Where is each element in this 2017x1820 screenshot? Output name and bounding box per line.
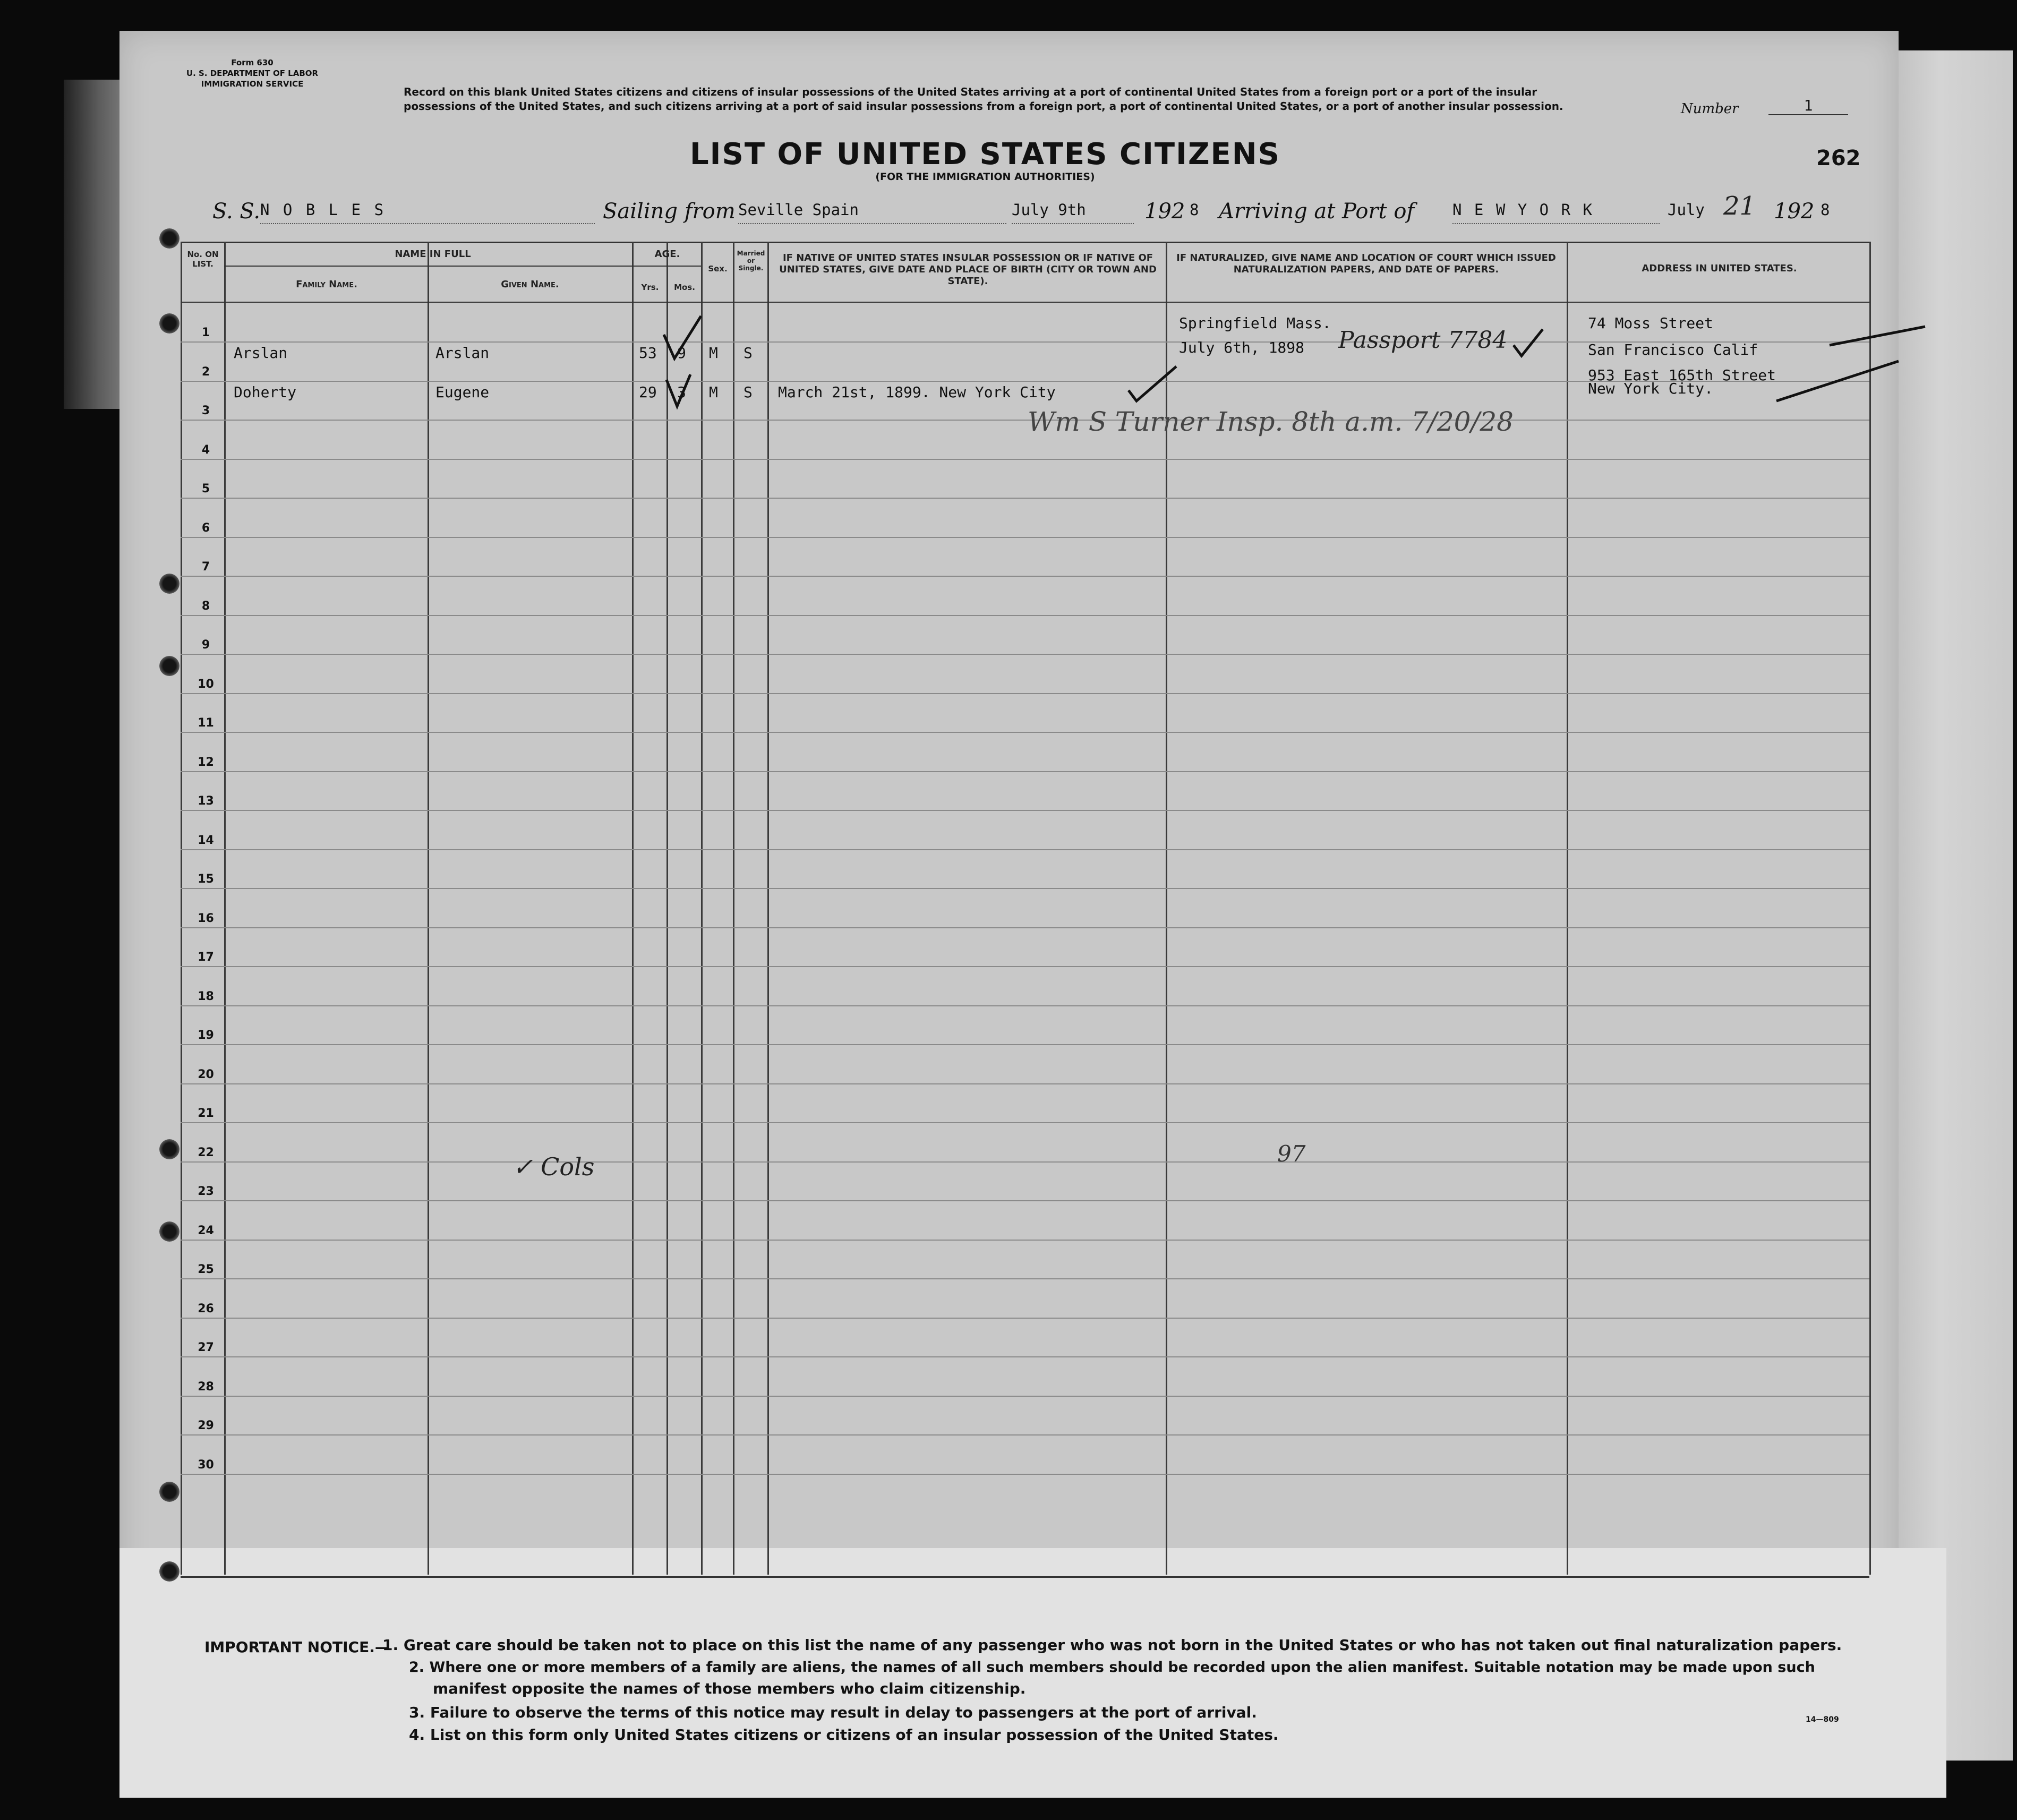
row-number: 8 [201,599,210,613]
arrival-year: 8 [1821,201,1830,219]
sailing-year-prefix: 192 [1144,199,1185,224]
row-number: 7 [201,560,210,574]
row-number: 23 [198,1185,214,1198]
service-name: IMMIGRATION SERVICE [201,79,304,89]
row-number: 15 [198,873,214,886]
stamp-number: 97 [1277,1141,1306,1167]
row1-given-name: Arslan [435,344,490,362]
row-number: 24 [198,1224,214,1237]
row-number: 21 [198,1107,214,1120]
row-number: 16 [198,911,214,925]
col-header-age: AGE. [654,249,680,260]
binder-hole [159,1221,180,1242]
sailing-year: 8 [1190,201,1199,219]
row-number: 28 [198,1380,214,1394]
binder-hole [159,1482,180,1502]
row1-address-line1: 74 Moss Street [1588,314,1714,332]
row2-address-line2: New York City. [1588,380,1714,397]
row1-court: Springfield Mass. [1179,314,1331,332]
notice-item-3: 3. Failure to observe the terms of this notice may result in delay to passengers at the port of arrival. [409,1704,1257,1721]
col-header-yrs: Yrs. [641,283,659,292]
row-number: 4 [201,443,210,457]
row-number: 29 [198,1419,214,1432]
row-number: 9 [201,638,210,652]
row-number: 30 [198,1458,214,1472]
instructions-text: Record on this blank United States citizens and citizens of insular possessions of the United States arriving at a port of continental United States from a foreign port or a port of the insular possessions of the United States, and such citizens arriving at a port of said insular possessions from a foreign port, a port of continental United States, or a port of another insular possession. [404,86,1563,113]
page-subtitle: (FOR THE IMMIGRATION AUTHORITIES) [875,171,1095,183]
col-header-sex: Sex. [708,264,728,274]
col-header-name: NAME IN FULL [395,249,471,260]
form-number: Form 630 [231,58,274,67]
row-number: 5 [201,482,210,495]
arrival-year-prefix: 192 [1774,199,1815,224]
col-header-no: No. ON LIST. [187,250,219,269]
binder-hole [159,313,180,334]
row-number: 22 [198,1146,214,1159]
binder-hole [159,1561,180,1582]
check-mark [1514,329,1543,356]
row-number: 27 [198,1341,214,1354]
arriving-label: Arriving at Port of [1219,199,1415,224]
row-number: 1 [201,326,210,339]
row2-family-name: Doherty [234,383,297,401]
row2-given-name: Eugene [435,383,490,401]
row2-address-line1: 953 East 165th Street [1588,366,1776,384]
row1-address-line2: San Francisco Calif [1588,341,1758,358]
notice-item-2-cont: manifest opposite the names of those members who claim citizenship. [433,1680,1026,1697]
ship-name: N O B L E S [260,201,595,224]
inspector-note: Wm S Turner Insp. 8th a.m. 7/20/28 [1028,406,1514,437]
form-code: 14—809 [1806,1715,1839,1724]
row2-birth: March 21st, 1899. New York City [778,383,1056,401]
number-value: 1 [1768,97,1848,115]
binder-hole [159,574,180,594]
sailing-from: Seville Spain [738,201,1006,224]
check-mark [666,374,690,406]
page-title: LIST OF UNITED STATES CITIZENS [690,137,1280,172]
row1-marital: S [743,344,753,362]
row-number: 10 [198,677,214,691]
notice-item-1: 1. Great care should be taken not to place on this list the name of any passenger who was not born in the United States or who has not taken out final naturalization papers. [382,1636,1842,1654]
department-name: U. S. DEPARTMENT OF LABOR [186,69,319,78]
row2-age-months: 3 [677,383,686,401]
row-number: 6 [201,521,210,535]
margin-note: ✓ Cols [512,1152,595,1181]
row-number: 25 [198,1263,214,1276]
notice-heading: IMPORTANT NOTICE.— [204,1638,390,1656]
address-mark [1830,327,1925,345]
row2-age-years: 29 [639,383,657,401]
check-mark [664,316,701,358]
binder-hole [159,656,180,676]
binder-hole [159,228,180,249]
row-number: 18 [198,989,214,1003]
col-header-married: Married or Single. [737,250,765,272]
row1-age-years: 53 [639,344,657,362]
arrival-port: N E W Y O R K [1452,201,1660,224]
row1-age-months: 9 [677,344,686,362]
sailing-label: Sailing from [603,199,736,224]
row1-family-name: Arslan [234,344,288,362]
row1-sex: M [709,344,718,362]
row1-court-date: July 6th, 1898 [1179,339,1305,356]
row-number: 11 [198,716,214,730]
arrival-month: July [1668,201,1705,219]
col-header-birth: IF NATIVE OF UNITED STATES INSULAR POSSESSION OR IF NATIVE OF UNITED STATES, GIVE DATE AND PLACE OF BIRTH (CITY OR TOWN AND STATE). [779,252,1157,287]
row-number: 17 [198,951,214,964]
row-number: 26 [198,1302,214,1315]
row-number: 3 [201,404,210,417]
sailing-date: July 9th [1012,201,1134,224]
row1-passport: Passport 7784 [1338,327,1508,354]
row-number: 19 [198,1029,214,1042]
page-number: 262 [1816,146,1861,170]
col-header-naturalized: IF NATURALIZED, GIVE NAME AND LOCATION OF COURT WHICH ISSUED NATURALIZATION PAPERS, AND DATE OF PAPERS. [1176,252,1556,275]
row-number: 2 [201,365,210,379]
col-header-given: Given Name. [501,279,559,290]
notice-item-2: 2. Where one or more members of a family are aliens, the names of all such members should be recorded upon the alien manifest. Suitable notation may be made upon such [409,1659,1815,1676]
ss-label: S. S. [212,199,261,224]
row-number: 14 [198,833,214,847]
col-header-address: ADDRESS IN UNITED STATES. [1642,263,1797,274]
check-mark [1129,366,1176,401]
row2-marital: S [743,383,753,401]
address-mark [1776,361,1899,401]
row-number: 13 [198,794,214,808]
row2-sex: M [709,383,718,401]
number-label: Number [1681,101,1739,117]
row-number: 12 [198,755,214,769]
col-header-mos: Mos. [674,283,695,292]
notice-item-4: 4. List on this form only United States citizens or citizens of an insular possession of the United States. [409,1726,1279,1744]
arrival-day: 21 [1723,191,1756,221]
col-header-family: Family Name. [296,279,357,290]
binder-hole [159,1139,180,1159]
row-number: 20 [198,1067,214,1081]
